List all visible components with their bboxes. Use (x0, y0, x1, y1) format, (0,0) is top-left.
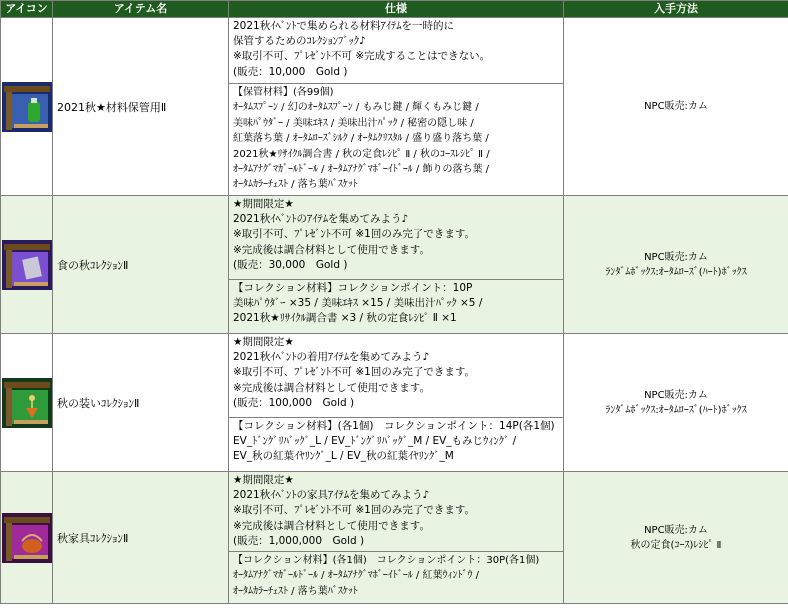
spec-line: ※取引不可、ﾌﾟﾚｾﾞﾝﾄ不可 ※1回のみ完了できます。 (233, 504, 476, 517)
method-cell (564, 196, 788, 334)
method-line: ﾗﾝﾀﾞﾑﾎﾞｯｸｽ:ｵｰﾀﾑﾛｰｽﾞ(ﾊｰﾄ)ﾎﾞｯｸｽ (605, 266, 747, 278)
spec-line: ｵｰﾀﾑｶﾗｰﾁｪｽﾄ / 落ち葉ﾊﾞｽｹｯﾄ (233, 585, 358, 597)
method-cell (564, 472, 788, 604)
spec-materials (229, 418, 564, 472)
spec-materials (229, 552, 564, 604)
item-name: 秋家具ｺﾚｸｼｮﾝⅡ (53, 472, 229, 604)
spec-line: ｵｰﾀﾑｽﾌﾟｰﾝ / 幻のｵｰﾀﾑｽﾌﾟｰﾝ / もみじ鍵 / 輝くもみじ鍵 / (233, 102, 479, 114)
method-line: ﾗﾝﾀﾞﾑﾎﾞｯｸｽ:ｵｰﾀﾑﾛｰｽﾞ(ﾊｰﾄ)ﾎﾞｯｸｽ (605, 404, 747, 416)
icon-cell (1, 196, 53, 334)
spec-line: 美味ﾊﾟｳﾀﾞｰ ×35 / 美味ｴｷｽ ×15 / 美味出汁ﾊﾟｯｸ ×5 / (233, 297, 483, 310)
spec-line: 2021秋ｲﾍﾞﾝﾄの着用ｱｲﾃﾑを集めてみよう♪ (233, 351, 430, 364)
spec-line: 【保管材料】(各99個) (233, 87, 334, 98)
spec-description (229, 334, 564, 418)
header-spec: 仕様 (229, 1, 564, 18)
spec-line: 【コレクション材料】コレクションポイント：10P (233, 282, 473, 294)
table-row (1, 196, 788, 280)
spec-description (229, 472, 564, 552)
header-icon: アイコン (1, 1, 53, 18)
item-name: 秋の装いｺﾚｸｼｮﾝⅡ (53, 334, 229, 472)
header-method: 入手方法 (564, 1, 788, 18)
spec-line: ｵｰﾀﾑｱﾅｸﾞﾏｶﾞｰﾙﾄﾞｰﾙ / ｵｰﾀﾑｱﾅｸﾞﾏﾎﾞｰｲﾄﾞｰﾙ / 紅葉ｳｨﾝﾄﾞｳ / (233, 570, 480, 582)
bookshelf-earring-icon (2, 378, 52, 428)
table-row (1, 334, 788, 418)
spec-line: (販売：10,000 Gold ) (233, 65, 348, 78)
spec-line: 2021秋ｲﾍﾞﾝﾄの家具ｱｲﾃﾑを集めてみよう♪ (233, 489, 430, 502)
spec-line: 【コレクション材料】(各1個) コレクションポイント：14P(各1個) (233, 420, 555, 432)
spec-line: ★期間限定★ (233, 198, 294, 210)
method-cell (564, 334, 788, 472)
spec-line: EV_ﾄﾞﾝｸﾞﾘﾊﾞｯｸﾞ_L / EV_ﾄﾞﾝｸﾞﾘﾊﾞｯｸﾞ_M / EV_もみじｳｨﾝｸﾞ / (233, 435, 517, 448)
spec-line: (販売：30,000 Gold ) (233, 258, 348, 271)
spec-line: ｵｰﾀﾑｶﾗｰﾁｪｽﾄ / 落ち葉ﾊﾞｽｹｯﾄ (233, 179, 358, 191)
spec-line: 保管するためのｺﾚｸｼｮﾝﾌﾞｯｸ♪ (233, 35, 366, 48)
method-line: NPC販売:カム (644, 251, 708, 263)
spec-line: 2021秋ｲﾍﾞﾝﾄのｱｲﾃﾑを集めてみよう♪ (233, 213, 409, 226)
spec-line: ※完成後は調合材料として使用できます。 (233, 243, 430, 256)
bookshelf-basket-icon (2, 513, 52, 563)
header-name: アイテム名 (53, 1, 229, 18)
spec-description (229, 196, 564, 280)
header-row (1, 1, 788, 18)
table-row (1, 472, 788, 552)
method-line: NPC販売:カム (644, 389, 708, 401)
spec-line: ※取引不可、ﾌﾟﾚｾﾞﾝﾄ不可 ※1回のみ完了できます。 (233, 228, 476, 241)
spec-line: 2021秋★ﾘｻｲｸﾙ調合書 ×3 / 秋の定食ﾚｼﾋﾟ Ⅱ ×1 (233, 312, 457, 325)
method-line: 秋の定食(ｺｰｽ)ﾚｼﾋﾟ Ⅱ (630, 539, 722, 551)
method-line: NPC販売:カム (644, 524, 708, 536)
spec-line: 【コレクション材料】(各1個) コレクションポイント：30P(各1個) (233, 555, 540, 566)
spec-line: 紅葉落ち葉 / ｵｰﾀﾑﾛｰｽﾞｼﾙｸ / ｵｰﾀﾑｸﾘｽﾀﾙ / 盛り盛り落ち葉 / (233, 133, 489, 145)
spec-line: EV_秋の紅葉ｲﾔﾘﾝｸﾞ_L / EV_秋の紅葉ｲﾔﾘﾝｸﾞ_M (233, 450, 454, 463)
spec-line: 美味ﾊﾟｳﾀﾞｰ / 美味ｴｷｽ / 美味出汁ﾊﾟｯｸ / 秘密の隠し味 / (233, 117, 474, 129)
spec-line: ★期間限定★ (233, 474, 294, 486)
method-line: NPC販売:カム (644, 101, 708, 112)
spec-materials (229, 84, 564, 196)
spec-line: ★期間限定★ (233, 336, 294, 348)
spec-line: (販売：100,000 Gold ) (233, 396, 355, 409)
item-name: 2021秋★材料保管用Ⅱ (53, 18, 229, 196)
icon-cell (1, 334, 53, 472)
spec-line: 2021秋★ﾘｻｲｸﾙ調合書 / 秋の定食ﾚｼﾋﾟ Ⅱ / 秋のｺｰｽﾚｼﾋﾟ Ⅱ / (233, 148, 490, 160)
spec-line: ※完成後は調合材料として使用できます。 (233, 381, 430, 394)
spec-line: (販売：1,000,000 Gold ) (233, 534, 365, 547)
spec-description (229, 18, 564, 84)
spec-materials (229, 280, 564, 334)
spec-line: ｵｰﾀﾑｱﾅｸﾞﾏｶﾞｰﾙﾄﾞｰﾙ / ｵｰﾀﾑｱﾅｸﾞﾏﾎﾞｰｲﾄﾞｰﾙ / 飾りの落ち葉 / (233, 164, 490, 176)
item-name: 食の秋ｺﾚｸｼｮﾝⅡ (53, 196, 229, 334)
spec-line: ※取引不可、ﾌﾟﾚｾﾞﾝﾄ不可 ※完成することはできない。 (233, 50, 491, 63)
bookshelf-potion-icon (2, 82, 52, 132)
icon-cell (1, 18, 53, 196)
method-cell (564, 18, 788, 196)
spec-line: 2021秋ｲﾍﾞﾝﾄで集められる材料ｱｲﾃﾑを一時的に (233, 20, 454, 32)
spec-line: ※完成後は調合材料として使用できます。 (233, 519, 430, 532)
bookshelf-card-icon (2, 240, 52, 290)
spec-line: ※取引不可、ﾌﾟﾚｾﾞﾝﾄ不可 ※1回のみ完了できます。 (233, 366, 476, 379)
icon-cell (1, 472, 53, 604)
table-row (1, 18, 788, 84)
